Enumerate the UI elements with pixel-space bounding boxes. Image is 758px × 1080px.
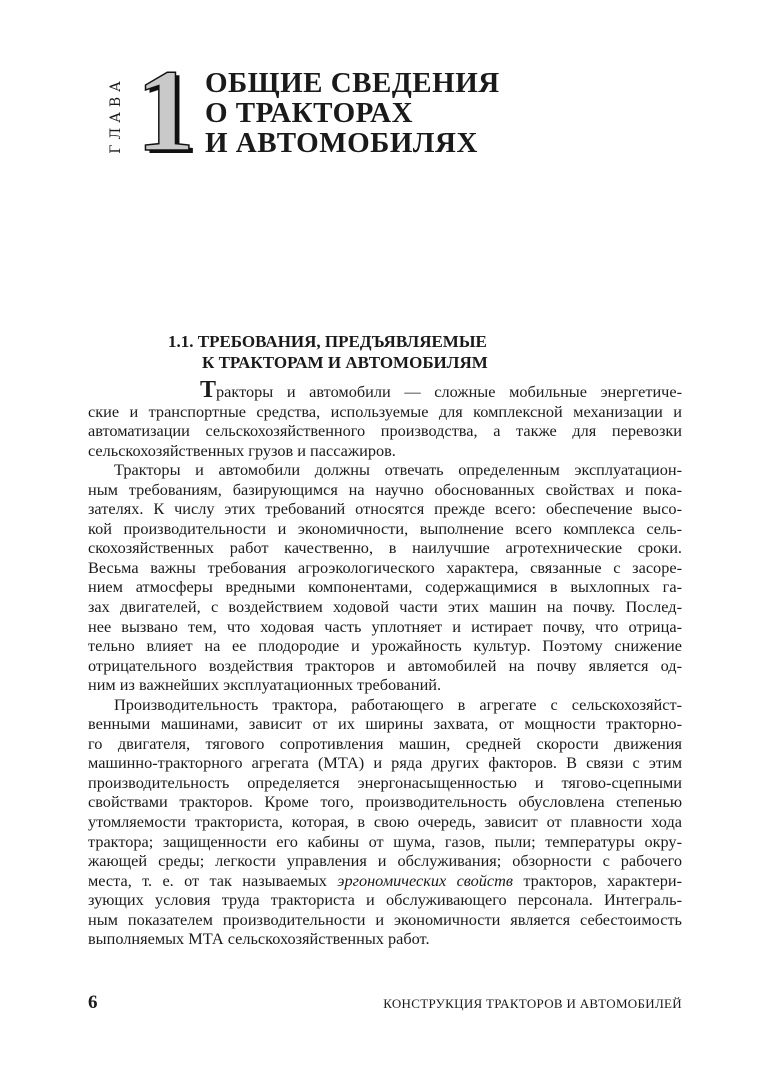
text-line: го двигателя, тягового сопротивления машин, средней скорости движения [88,733,682,753]
chapter-title-line: О ТРАКТОРАХ [205,97,414,129]
chapter-title-line: И АВТОМОБИЛЯХ [205,127,478,159]
text-line: ним из важнейших эксплуатационных требований. [88,675,442,695]
text-line: скохозяйственных работ качественно, в наилучшие агротехнические сроки. [88,538,682,558]
section-title-line: К ТРАКТОРАМ И АВТОМОБИЛЯМ [202,353,488,372]
text-line: Тракторы и автомобили должны отвечать определенным эксплуатацион- [114,460,682,480]
text-line: автоматизации сельскохозяйственного производства, а также для перевозки [88,421,682,441]
text-line: машинно-тракторного агрегата (МТА) и ряда других факторов. В связи с этим [88,753,682,773]
chapter-label-text: ГЛАВА [108,76,124,154]
text-line: ным требованиям, базирующимся на научно обоснованных свойствах и пока- [88,479,682,499]
text-line: ские и транспортные средства, используемые для комплексной механизации и [88,401,682,421]
text-line: отрицательного воздействия тракторов и автомобилей на почву является од- [88,655,682,675]
text-line: трактора; защищенности его кабины от шума, газов, пыли; температуры окру- [88,831,682,851]
section-title [168,331,488,373]
text-line: утомляемости тракториста, которая, в свою очередь, зависит от плавности хода [88,812,682,832]
text-line: зателях. К числу этих требований относятся прежде всего: обеспечение высо- [88,499,682,519]
body-text [88,377,682,949]
text-line: жающей среды; легкости управления и обслуживания; обзорности с рабочего [88,851,682,871]
text-line: Производительность трактора, работающего в агрегате с сельскохозяйст- [114,694,682,714]
text-line: венными машинами, зависит от их ширины захвата, от мощности тракторно- [88,714,682,734]
paragraph-3-lines-end [88,890,682,949]
text-span: тракторов, характери- [512,870,682,890]
text-line [88,377,682,403]
text-line: зующих условия труда тракториста и обслуживающего персонала. Интеграль- [88,890,682,910]
chapter-number: 1 [136,45,195,176]
text-line: выполняемых МТА сельскохозяйственных работ. [88,929,430,949]
paragraph-2 [88,460,682,695]
paragraph-3 [88,695,682,949]
chapter-title-line: ОБЩИЕ СВЕДЕНИЯ [205,67,500,99]
running-title: КОНСТРУКЦИЯ ТРАКТОРОВ И АВТОМОБИЛЕЙ [383,996,682,1011]
text-line: свойствами тракторов. Кроме того, производительность обусловлена степенью [88,792,682,812]
text-line: ным показателем производительности и экономичности является себестоимость [88,909,682,929]
text-line: кой производительности и экономичности, выполнение всего комплекса сель- [88,518,682,538]
section-title-line: 1.1. ТРЕБОВАНИЯ, ПРЕДЪЯВЛЯЕМЫЕ [168,332,487,351]
text-line: производительность определяется энергонасыщенностью и тягово-сцепными [88,772,682,792]
paragraph-3-lines [88,695,682,871]
page-number: 6 [88,992,98,1013]
text-line: сельскохозяйственных грузов и пассажиров. [88,440,396,460]
text-line [88,871,682,891]
text-span: места, т. е. от так называемых [88,870,338,890]
chapter-label [104,72,128,158]
text-line: зах двигателей, с воздействием ходовой части этих машин на почву. Послед- [88,597,682,617]
text-line: тельно влияет на ее плодородие и урожайность культур. Поэтому снижение [88,636,682,656]
text-line: нее вызвано тем, что ходовая часть уплотняет и истирает почву, что отрица- [88,616,682,636]
italic-term: эргономических свойств [337,870,513,890]
chapter-title [205,68,500,158]
text-line: Весьма важны требования агроэкологического характера, связанные с засоре- [88,557,682,577]
text-line-content: ракторы и автомобили — сложные мобильные энергетиче- [216,382,682,401]
drop-cap: Т [200,377,217,403]
page-footer [88,992,682,1014]
paragraph-1 [88,377,682,460]
text-line: нием атмосферы вредными компонентами, содержащимися в выхлопных га- [88,577,682,597]
